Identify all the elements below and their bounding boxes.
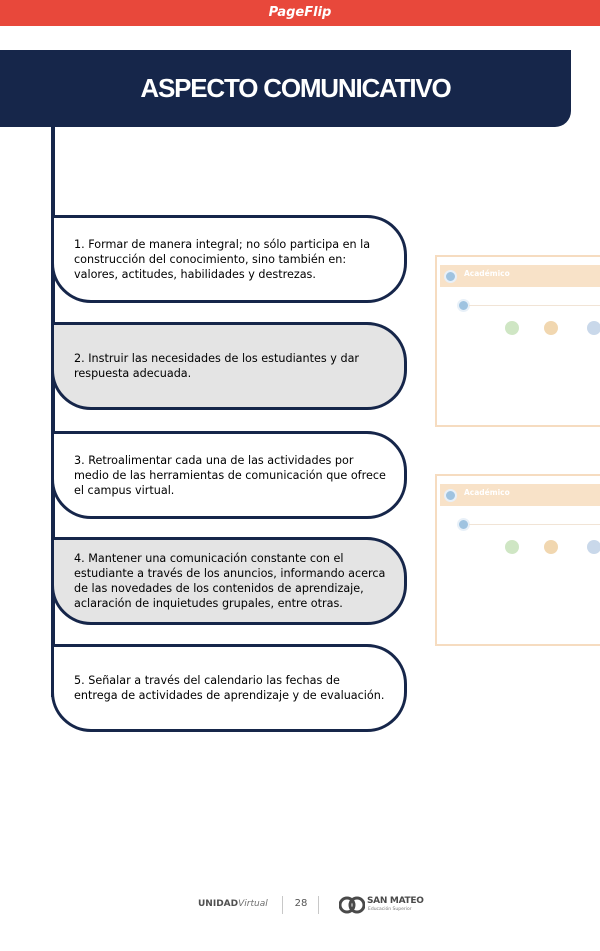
page-title: ASPECTO COMUNICATIVO: [140, 73, 451, 103]
home-icon: [444, 489, 457, 502]
app-title-bar: [0, 0, 600, 26]
page-number: 28: [294, 898, 308, 909]
logo-name: SAN MATEO: [367, 896, 424, 906]
grades-icon: [544, 540, 558, 554]
thumbnail-header: [440, 265, 600, 287]
list-item-3: [51, 431, 407, 519]
thumbnail-header: [440, 484, 600, 506]
divider: [469, 305, 600, 306]
list-item-text: 5. Señalar a través del calendario las fechas de entrega de actividades de aprendizaje y de evaluación.: [74, 674, 385, 702]
divider: [469, 524, 600, 525]
home-icon: [444, 270, 457, 283]
thumbnail-title: Académico: [464, 488, 510, 497]
brand-bold: UNIDAD: [198, 899, 239, 909]
course-icon: [587, 321, 600, 335]
logo-subtitle: Educación Superior: [368, 907, 412, 912]
page-footer: [0, 893, 600, 917]
timeline-spine: [51, 127, 55, 697]
screenshot-thumbnail: [435, 255, 600, 427]
list-item-2: [51, 322, 407, 410]
divider: [282, 896, 283, 914]
section-header: [0, 50, 571, 127]
course-icon: [587, 540, 600, 554]
list-item-text: 2. Instruir las necesidades de los estudiantes y dar respuesta adecuada.: [74, 352, 360, 380]
list-item-1: [51, 215, 407, 303]
list-item-text: 4. Mantener una comunicación constante con el estudiante a través de los anuncios, informando acerca de las novedades de los contenidos de aprendizaje, aclaración de inquietudes grupales, entre otras.: [74, 552, 386, 610]
thumbnail-title: Académico: [464, 269, 510, 278]
list-item-text: 3. Retroalimentar cada una de las actividades por medio de las herramientas de comunicación que ofrece el campus virtual.: [74, 453, 386, 497]
student-icon: [505, 540, 519, 554]
list-item-text: 1. Formar de manera integral; no sólo participa en la construcción del conocimiento, sino también en: valores, actitudes, habilidades y destrezas.: [74, 237, 371, 281]
divider: [318, 896, 319, 914]
san-mateo-logo-icon: [339, 894, 365, 916]
app-title: PageFlip: [268, 5, 332, 20]
student-icon: [505, 321, 519, 335]
screenshot-thumbnail: [435, 474, 600, 646]
unidad-virtual-brand: [198, 899, 268, 909]
list-item-5: [51, 644, 407, 732]
grades-icon: [544, 321, 558, 335]
brand-light: Virtual: [238, 899, 268, 909]
list-item-4: [51, 537, 407, 625]
